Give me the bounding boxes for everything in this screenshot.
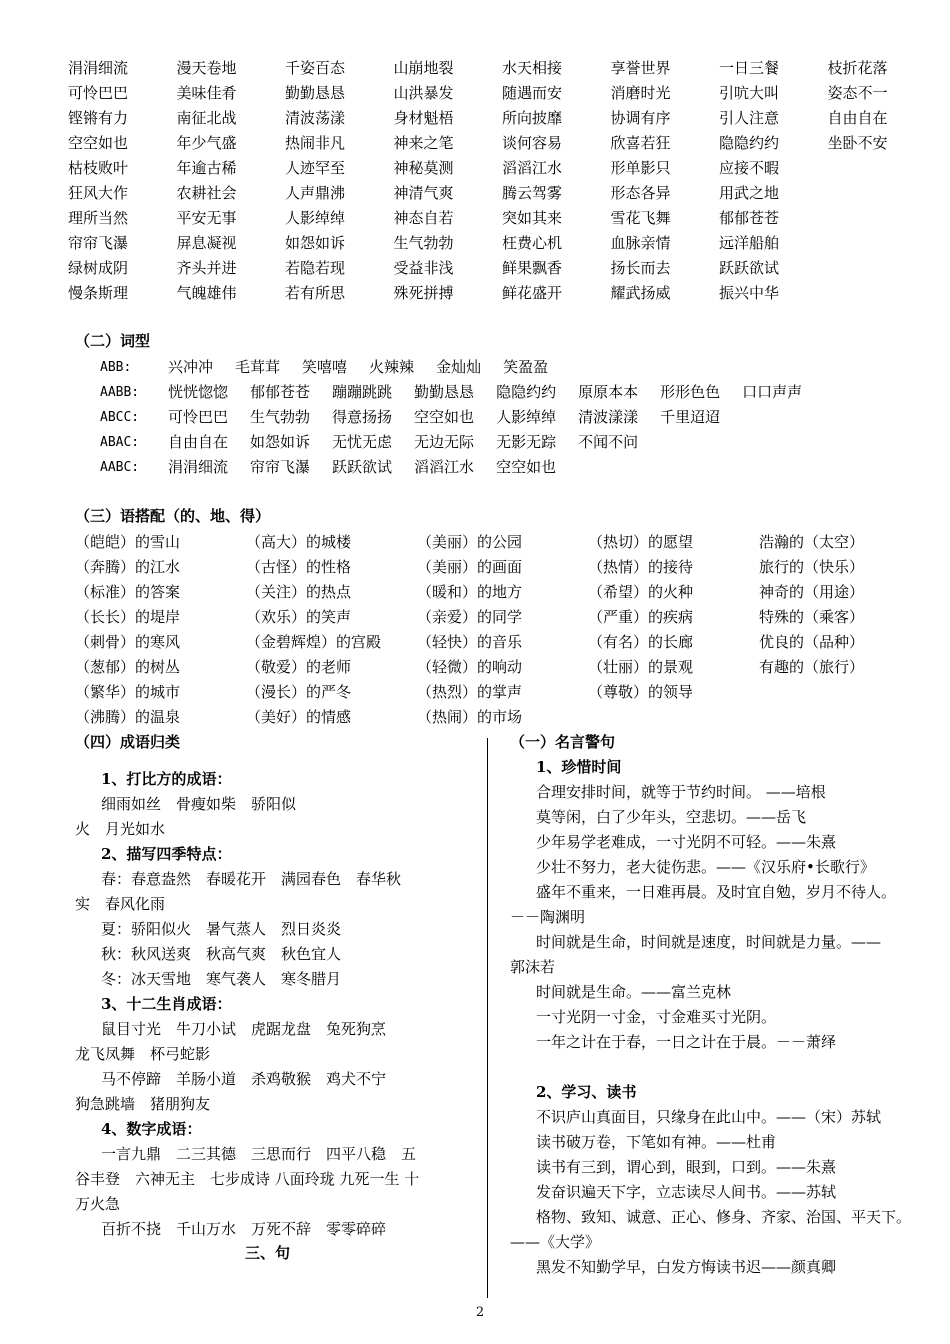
pattern-word: 无忧无虑 [332,433,393,451]
idiom-row [68,281,928,306]
quote-line: 读书破万卷，下笔如有神。——杜甫 [536,1133,777,1151]
pattern-word: 口口声声 [742,383,803,401]
idiom-word: 神秘莫测 [393,159,454,177]
idiom-word [828,206,937,231]
idiom-word: 生气勃勃 [393,234,454,252]
page-number: 2 [475,1305,485,1320]
category-heading: 4、数字成语： [101,1120,202,1138]
idiom-word: 振兴中华 [719,284,780,302]
idiom-word: 所向披靡 [502,109,563,127]
idiom-word: 水天相接 [502,59,563,77]
pattern-row [100,430,824,455]
pattern-label: AABB: [100,385,140,400]
idiom-word: 欣喜若狂 [610,134,671,152]
idiom-word: 神清气爽 [393,184,454,202]
idiom-word: 山洪暴发 [393,84,454,102]
pattern-word: 得意扬扬 [332,408,393,426]
collocation-item: （漫长）的严冬 [246,683,352,701]
idiom-word: 若有所思 [285,284,346,302]
idiom-row [68,206,928,231]
idiom-word: 屏息凝视 [176,234,237,252]
collocation-row [75,555,930,580]
pattern-word: 滔滔江水 [414,458,475,476]
pattern-word: 勤勤恳恳 [414,383,475,401]
category-line: 谷丰登 六神无主 七步成诗 八面玲珑 九死一生 十 [75,1170,420,1188]
collocation-item: （热闹）的市场 [417,708,523,726]
idiom-word: 勤勤恳恳 [285,84,346,102]
category-line: 冬：冰天雪地 寒气袭人 寒冬腊月 [101,970,342,988]
idiom-word: 千姿百态 [285,59,346,77]
idiom-word: 若隐若现 [285,259,346,277]
collocation-row [75,530,930,555]
collocation-item [759,705,930,730]
idiom-word: 耀武扬威 [610,284,671,302]
collocation-item: （沸腾）的温泉 [75,708,181,726]
collocation-item [759,680,930,705]
idiom-word [828,156,937,181]
idiom-word [828,231,937,256]
idiom-word: 扬长而去 [610,259,671,277]
idiom-row [68,181,928,206]
pattern-word: 恍恍惚惚 [168,383,229,401]
idiom-word: 引吭大叫 [719,84,780,102]
idiom-word: 形态各异 [610,184,671,202]
quote-line: 黑发不知勤学早，白发方悔读书迟——颜真卿 [536,1258,837,1276]
pattern-word: 千里迢迢 [660,408,721,426]
collocation-row [75,630,930,655]
section-3-heading: （三）语搭配（的、地、得） [75,507,271,525]
idiom-word: 跃跃欲试 [719,259,780,277]
idiom-word: 人声鼎沸 [285,184,346,202]
collocation-item: （古怪）的性格 [246,558,352,576]
idiom-word: 年少气盛 [176,134,237,152]
idiom-word: 帘帘飞瀑 [68,234,129,252]
idiom-word: 雪花飞舞 [610,209,671,227]
collocation-item [588,705,759,730]
collocation-item: （热烈）的掌声 [417,683,523,701]
pattern-word: 兴冲冲 [168,358,214,376]
collocation-item: （亲爱）的同学 [417,608,523,626]
pattern-word: 可怜巴巴 [168,408,229,426]
spacer [75,755,470,767]
collocation-item: （美好）的情感 [246,708,352,726]
quote-line: 时间就是生命，时间就是速度，时间就是力量。—— [536,933,882,951]
category-line: 马不停蹄 羊肠小道 杀鸡敬猴 鸡犬不宁 [101,1070,387,1088]
collocation-item: （热切）的愿望 [588,533,694,551]
pattern-word: 生气勃勃 [250,408,311,426]
pattern-word: 无边无际 [414,433,475,451]
idiom-word: 用武之地 [719,184,780,202]
category-heading: 3、十二生肖成语： [101,995,232,1013]
collocation-item: （刺骨）的寒风 [75,633,181,651]
idiom-word: 美味佳肴 [176,84,237,102]
idiom-word: 血脉亲情 [610,234,671,252]
idiom-word: 受益非浅 [393,259,454,277]
idiom-word: 空空如也 [68,134,129,152]
pattern-word: 如怨如诉 [250,433,311,451]
idiom-word: 可怜巴巴 [68,84,129,102]
word-pattern-list [100,355,824,480]
collocation-item: （金碧辉煌）的宫殿 [246,633,382,651]
quote-topic-heading: 1、珍惜时间 [536,758,622,776]
idiom-word: 随遇而安 [502,84,563,102]
category-line: 夏：骄阳似火 暑气蒸人 烈日炎炎 [101,920,342,938]
idiom-categories [75,730,470,1242]
collocation-item: （美丽）的画面 [417,558,523,576]
idiom-word: 消磨时光 [610,84,671,102]
idiom-word: 坐卧不安 [827,134,888,152]
idiom-row [68,231,928,256]
idiom-word: 漫天卷地 [176,59,237,77]
quote-line: ——《大学》 [510,1233,601,1251]
idiom-word: 应接不暇 [719,159,780,177]
pattern-word: 形形色色 [660,383,721,401]
quote-line: 少年易学老难成，一寸光阴不可轻。——朱熹 [536,833,837,851]
idiom-word: 形单影只 [610,159,671,177]
quote-line: 盛年不重来，一日难再晨。及时宜自勉，岁月不待人。 [536,883,897,901]
idioms-grid [68,56,928,306]
category-line: 火 月光如水 [75,820,166,838]
section-three-heading: 三、句 [245,1244,291,1262]
collocation-item: 有趣的（旅行） [759,658,865,676]
idiom-word: 身材魁梧 [393,109,454,127]
idiom-word: 理所当然 [68,209,129,227]
idiom-word: 铿锵有力 [68,109,129,127]
idiom-word: 神态自若 [393,209,454,227]
quote-line: 不识庐山真面目，只缘身在此山中。——（宋）苏轼 [536,1108,882,1126]
idiom-word: 腾云驾雾 [502,184,563,202]
collocation-row [75,580,930,605]
idiom-word: 谈何容易 [502,134,563,152]
idiom-word: 绿树成阴 [68,259,129,277]
pattern-word: 隐隐约约 [496,383,557,401]
idiom-word: 南征北战 [176,109,237,127]
idiom-word: 清波荡漾 [285,109,346,127]
quotes-heading: （一）名言警句 [510,733,616,751]
idiom-word: 如怨如诉 [285,234,346,252]
pattern-word: 无影无踪 [496,433,557,451]
collocation-item: （繁华）的城市 [75,683,181,701]
idiom-word: 枝折花落 [827,59,888,77]
idiom-word: 人迹罕至 [285,159,346,177]
idiom-word: 突如其来 [502,209,563,227]
quote-line: 合理安排时间，就等于节约时间。 ——培根 [536,783,826,801]
pattern-label: ABAC: [100,435,140,450]
idiom-word: 鲜花盛开 [502,284,563,302]
idiom-row [68,106,928,131]
pattern-word: 人影绰绰 [496,408,557,426]
pattern-word: 金灿灿 [436,358,482,376]
idiom-word: 农耕社会 [176,184,237,202]
idiom-row [68,131,928,156]
idiom-row [68,81,928,106]
quote-line: 一寸光阴一寸金，寸金难买寸光阴。 [536,1008,777,1026]
pattern-word: 原原本本 [578,383,639,401]
idiom-word: 远洋船舶 [719,234,780,252]
pattern-word: 清波漾漾 [578,408,639,426]
collocation-table [75,530,930,730]
collocation-item: （高大）的城楼 [246,533,352,551]
pattern-row [100,455,824,480]
idiom-word: 协调有序 [610,109,671,127]
pattern-word: 不闻不问 [578,433,639,451]
category-line: 龙飞凤舞 杯弓蛇影 [75,1045,211,1063]
pattern-label: ABB: [100,360,132,375]
idiom-word [828,281,937,306]
idiom-word: 人影绰绰 [285,209,346,227]
idiom-row [68,256,928,281]
idiom-word: 枯枝败叶 [68,159,129,177]
collocation-item: 特殊的（乘客） [759,608,865,626]
category-line: 春：春意盎然 春暖花开 满园春色 春华秋 [101,870,402,888]
idiom-word: 隐隐约约 [719,134,780,152]
pattern-word: 郁郁苍苍 [250,383,311,401]
collocation-item: （暖和）的地方 [417,583,523,601]
idiom-row [68,56,928,81]
collocation-item: （希望）的火种 [588,583,694,601]
category-line: 万火急 [75,1195,121,1213]
pattern-word: 笑嘻嘻 [302,358,348,376]
pattern-row [100,405,824,430]
collocation-item: （有名）的长廊 [588,633,694,651]
idiom-word: 郁郁苍苍 [719,209,780,227]
column-divider [487,738,488,1298]
quote-line: 一年之计在于春，一日之计在于晨。－－萧绎 [536,1033,837,1051]
idiom-word: 年逾古稀 [176,159,237,177]
collocation-item: （葱郁）的树丛 [75,658,181,676]
category-line: 细雨如丝 骨瘦如柴 骄阳似 [101,795,297,813]
idiom-word: 鲜果飘香 [502,259,563,277]
category-line: 狗急跳墙 猪朋狗友 [75,1095,211,1113]
spacer [510,1055,915,1080]
pattern-word: 涓涓细流 [168,458,229,476]
category-line: 鼠目寸光 牛刀小试 虎踞龙盘 兔死狗烹 [101,1020,387,1038]
idiom-word: 神来之笔 [393,134,454,152]
pattern-word: 跃跃欲试 [332,458,393,476]
quote-line: 郭沫若 [510,958,556,976]
idiom-word [828,256,937,281]
pattern-label: AABC: [100,460,140,475]
idiom-word: 热闹非凡 [285,134,346,152]
collocation-item: （尊敬）的领导 [588,683,694,701]
quote-line: 少壮不努力，老大徒伤悲。——《汉乐府•长歌行》 [536,858,875,876]
collocation-item: （长长）的堤岸 [75,608,181,626]
pattern-row [100,380,824,405]
idiom-row [68,156,928,181]
idiom-word: 一日三餐 [719,59,780,77]
collocation-item: 优良的（品种） [759,633,865,651]
collocation-row [75,680,930,705]
collocation-item: （美丽）的公园 [417,533,523,551]
quote-line: 发奋识遍天下字，立志读尽人间书。——苏轼 [536,1183,837,1201]
collocation-row [75,655,930,680]
category-line: 百折不挠 千山万水 万死不辞 零零碎碎 [101,1220,387,1238]
pattern-word: 空空如也 [414,408,475,426]
collocation-item: （奔腾）的江水 [75,558,181,576]
category-heading: 2、描写四季特点： [101,845,232,863]
collocation-item: （敬爱）的老师 [246,658,352,676]
collocation-item: （皑皑）的雪山 [75,533,181,551]
quote-line: 时间就是生命。——富兰克林 [536,983,732,1001]
category-line: 一言九鼎 二三其德 三思而行 四平八稳 五 [101,1145,417,1163]
pattern-word: 帘帘飞瀑 [250,458,311,476]
pattern-word: 蹦蹦跳跳 [332,383,393,401]
collocation-item: （热情）的接待 [588,558,694,576]
idiom-word: 享誉世界 [610,59,671,77]
idiom-word: 殊死拼搏 [393,284,454,302]
quote-line: 莫等闲，白了少年头，空悲切。——岳飞 [536,808,807,826]
collocation-item: （标准）的答案 [75,583,181,601]
idiom-word: 枉费心机 [502,234,563,252]
quote-line: 格物、致知、诚意、正心、修身、齐家、治国、平天下。 [536,1208,912,1226]
pattern-label: ABCC: [100,410,140,425]
collocation-item: （欢乐）的笑声 [246,608,352,626]
collocation-item: （轻快）的音乐 [417,633,523,651]
category-heading: 1、打比方的成语： [101,770,232,788]
collocation-item: 浩瀚的（太空） [759,533,865,551]
pattern-word: 笑盈盈 [503,358,549,376]
category-line: 秋：秋风送爽 秋高气爽 秋色宜人 [101,945,342,963]
pattern-word: 火辣辣 [369,358,415,376]
idiom-word: 狂风大作 [68,184,129,202]
quote-line: －－陶渊明 [510,908,586,926]
famous-quotes [510,730,915,1280]
quote-line: 读书有三到，谓心到，眼到，口到。——朱熹 [536,1158,837,1176]
idiom-word: 齐头并进 [176,259,237,277]
idiom-word: 引人注意 [719,109,780,127]
idiom-word: 平安无事 [176,209,237,227]
collocation-item: 神奇的（用途） [759,583,865,601]
collocation-item: （轻微）的响动 [417,658,523,676]
idiom-word: 涓涓细流 [68,59,129,77]
collocation-row [75,605,930,630]
category-line: 实 春风化雨 [75,895,166,913]
idiom-word: 滔滔江水 [502,159,563,177]
section-4-heading: （四）成语归类 [75,733,181,751]
idiom-word: 气魄雄伟 [176,284,237,302]
collocation-row [75,705,930,730]
idiom-word [828,181,937,206]
idiom-word: 慢条斯理 [68,284,129,302]
pattern-word: 毛茸茸 [235,358,281,376]
collocation-item: （严重）的疾病 [588,608,694,626]
idiom-word: 自由自在 [827,109,888,127]
collocation-item: （关注）的热点 [246,583,352,601]
pattern-row [100,355,824,380]
section-2-heading: （二）词型 [75,332,151,350]
idiom-word: 山崩地裂 [393,59,454,77]
pattern-word: 自由自在 [168,433,229,451]
pattern-word: 空空如也 [496,458,557,476]
idiom-word: 姿态不一 [827,84,888,102]
collocation-item: （壮丽）的景观 [588,658,694,676]
quote-topic-heading: 2、学习、读书 [536,1083,637,1101]
collocation-item: 旅行的（快乐） [759,558,865,576]
